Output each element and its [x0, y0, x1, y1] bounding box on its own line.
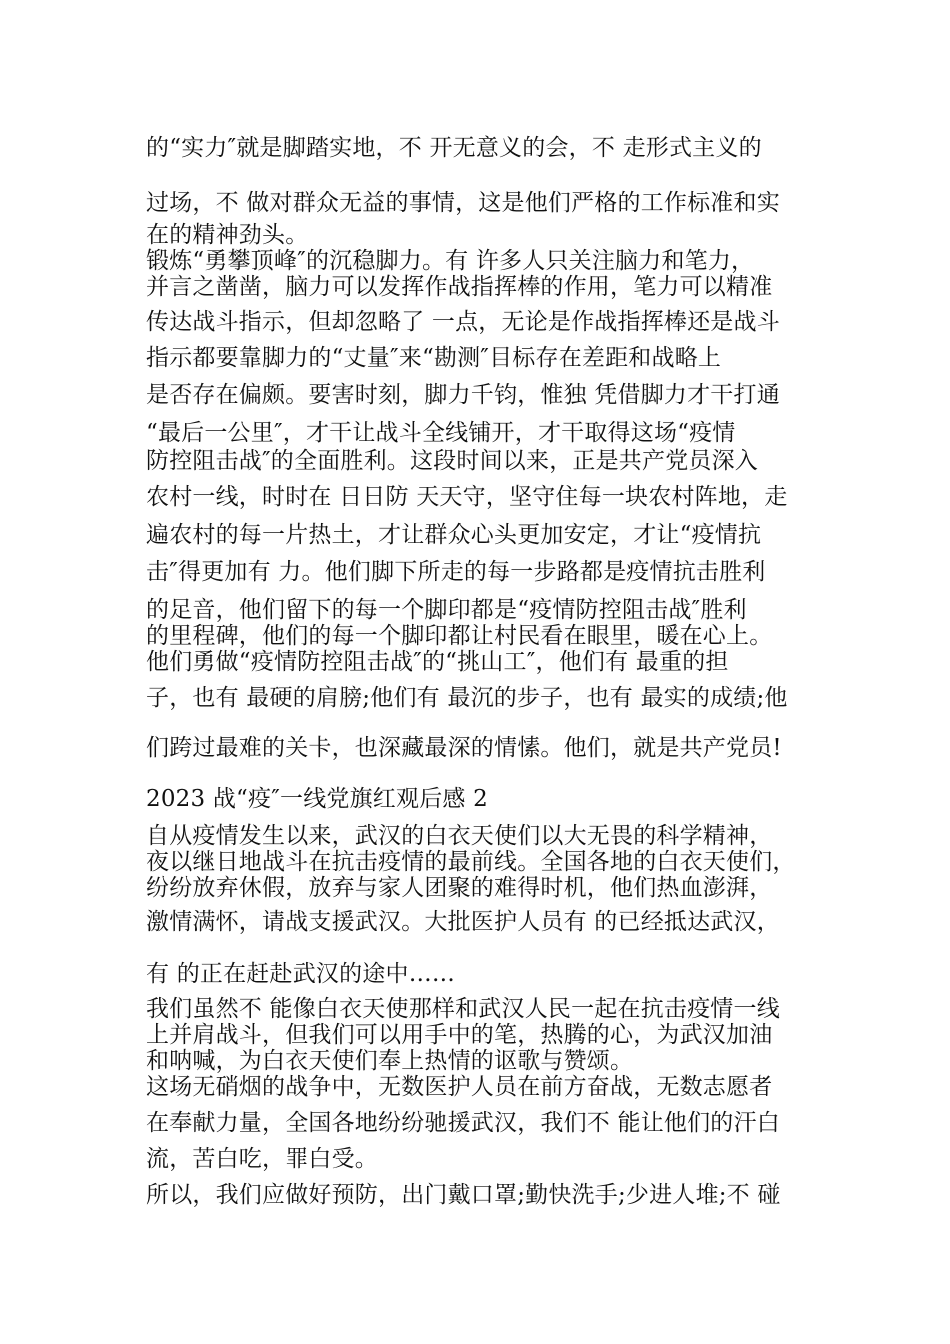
text-line: 并言之凿凿，脑力可以发挥作战指挥棒的作用，笔力可以精准: [146, 274, 773, 300]
text-line: 们跨过最难的关卡，也深藏最深的情愫。他们，就是共产党员!: [146, 735, 782, 761]
text-line: 农村一线，时时在 日日防 天天守，坚守住每一块农村阵地，走: [146, 484, 788, 510]
text-line: 过场，不 做对群众无益的事情，这是他们严格的工作标准和实: [146, 190, 780, 216]
text-line: 的“实力″就是脚踏实地，不 开无意义的会，不 走形式主义的: [146, 135, 762, 161]
text-line: 激情满怀，请战支援武汉。大批医护人员有 的已经抵达武汉，: [146, 909, 780, 935]
text-line: 的足音，他们留下的每一个脚印都是“疫情防控阻击战″胜利: [146, 597, 747, 623]
text-line: “最后一公里″，才干让战斗全线铺开，才干取得这场“疫情: [146, 420, 736, 446]
text-line: 防控阻击战″的全面胜利。这段时间以来，正是共产党员深入: [146, 448, 758, 474]
paragraph-start-line: 所以，我们应做好预防，出门戴口罩;勤快洗手;少进人堆;不 碰: [146, 1182, 781, 1208]
paragraph-start-line: 他们勇做“疫情防控阻击战″的“挑山工″，他们有 最重的担: [146, 649, 729, 675]
paragraph-start-line: 这场无硝烟的战争中，无数医护人员在前方奋战，无数志愿者: [146, 1074, 773, 1100]
text-line: 纷纷放弃休假，放弃与家人团聚的难得时机，他们热血澎湃，: [146, 875, 773, 901]
section-title: 2023 战“疫″一线党旗红观后感 2: [146, 786, 488, 812]
text-line: 上并肩战斗，但我们可以用手中的笔，热腾的心，为武汉加油: [146, 1022, 773, 1048]
text-line: 在奉献力量，全国各地纷纷驰援武汉，我们不 能让他们的汗白: [146, 1110, 780, 1136]
text-line: 遍农村的每一片热土，才让群众心头更加安定，才让“疫情抗: [146, 522, 762, 548]
text-line: 在的精神劲头。: [146, 222, 309, 248]
paragraph-start-line: 锻炼“勇攀顶峰″的沉稳脚力。有 许多人只关注脑力和笔力，: [146, 248, 755, 274]
text-line: 子，也有 最硬的肩膀;他们有 最沉的步子，也有 最实的成绩;他: [146, 685, 788, 711]
paragraph-start-line: 自从疫情发生以来，武汉的白衣天使们以大无畏的科学精神，: [146, 823, 773, 849]
text-line: 指示都要靠脚力的“丈量″来“勘测″目标存在差距和战略上: [146, 345, 722, 371]
text-line: 是否存在偏颇。要害时刻，脚力千钧，惟独 凭借脚力才干打通: [146, 382, 780, 408]
text-line: 和呐喊，为白衣天使们奉上热情的讴歌与赞颂。: [146, 1048, 634, 1074]
paragraph-start-line: 我们虽然不 能像白衣天使那样和武汉人民一起在抗击疫情一线: [146, 996, 780, 1022]
text-line: 有 的正在赶赴武汉的途中……: [146, 961, 456, 987]
text-line: 的里程碑，他们的每一个脚印都让村民看在眼里，暖在心上。: [146, 623, 773, 649]
text-line: 夜以继日地战斗在抗击疫情的最前线。全国各地的白衣天使们，: [146, 849, 796, 875]
text-line: 击″得更加有 力。他们脚下所走的每一步路都是疫情抗击胜利: [146, 559, 766, 585]
text-line: 流，苦白吃，罪白受。: [146, 1146, 378, 1172]
text-line: 传达战斗指示，但却忽略了 一点，无论是作战指挥棒还是战斗: [146, 309, 780, 335]
